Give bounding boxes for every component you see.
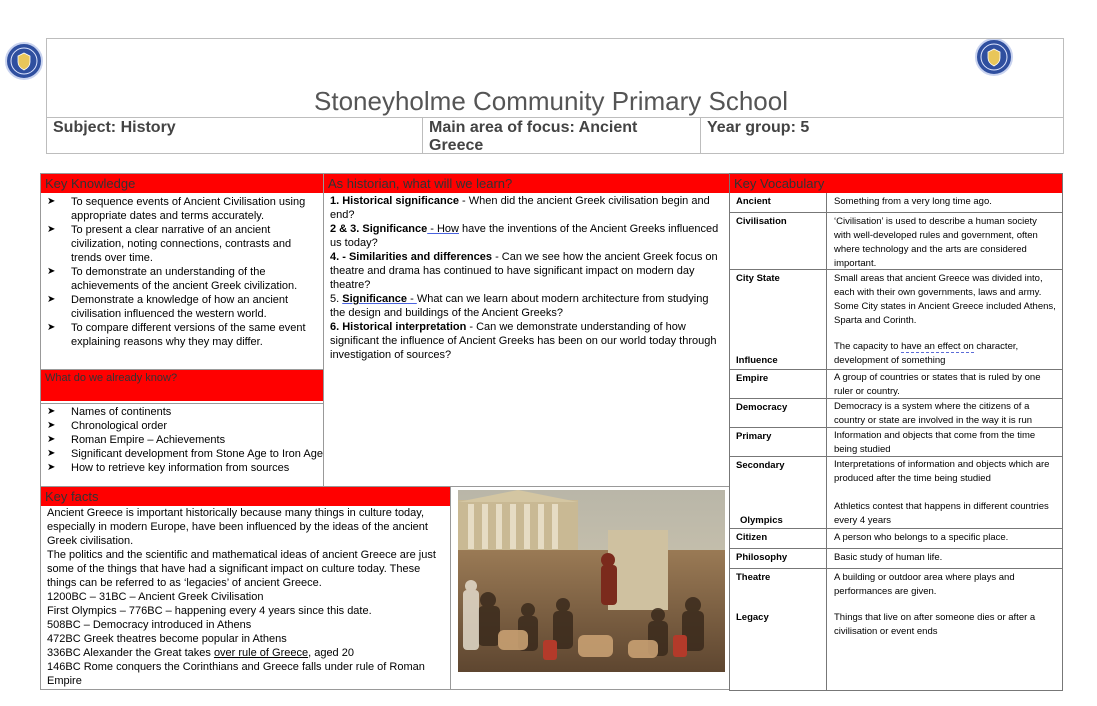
historian-questions	[324, 193, 729, 363]
vocab-row: Ancient Something from a very long time ago.	[730, 193, 1062, 213]
vocab-row: Citizen A person who belongs to a specific place.	[730, 529, 1062, 549]
fact-line: First Olympics – 776BC – happening every 4 years since this date.	[47, 605, 372, 617]
question-2-3: 2 & 3. Significance - How have the inventions of the Ancient Greeks influenced us today?	[330, 223, 719, 249]
vocab-row: Civilisation ‘Civilisation’ is used to describe a human society with well-developed rules and government, often where technology and the arts are considered important.	[730, 213, 1062, 270]
list-item: ➤ Chronological order	[41, 419, 323, 433]
list-item: ➤ Demonstrate a knowledge of how an ancient civilisation influenced the western world.	[41, 293, 323, 321]
already-know-box	[40, 369, 324, 487]
list-item: ➤ To present a clear narrative of an ancient civilization, noting connections, contrasts and trends over time.	[41, 223, 323, 265]
vocab-row: Theatre A building or outdoor area where plays and performances are given. Legacy Things that live on after someone dies or after a civilisation or event ends	[736, 572, 1036, 637]
question-6: 6. Historical interpretation - Can we demonstrate understanding of how significant the influence of Ancient Greeks has been on our world today through investigation of sources?	[330, 321, 717, 361]
key-facts-title: Key facts	[41, 487, 450, 506]
fact-line: 472BC Greek theatres become popular in Athens	[47, 633, 287, 645]
year-group-cell: Year group: 5	[700, 117, 1064, 154]
fact-line: 146BC Rome conquers the Corinthians and Greece falls under rule of Roman Empire	[47, 661, 425, 687]
key-knowledge-list	[41, 195, 323, 349]
key-facts-box	[40, 486, 451, 690]
vocab-row: Philosophy Basic study of human life.	[730, 549, 1062, 569]
list-item: ➤ To compare different versions of the same event explaining reasons why they may differ.	[41, 321, 323, 349]
fact-line: 508BC – Democracy introduced in Athens	[47, 619, 252, 631]
vocab-row: Primary Information and objects that come from the time being studied	[730, 428, 1062, 457]
vocab-title: Key Vocabulary	[730, 174, 1062, 193]
image-box	[450, 486, 730, 690]
vocab-row: Empire A group of countries or states that is ruled by one ruler or country.	[730, 370, 1062, 399]
subject-cell: Subject: History	[46, 117, 423, 154]
question-4: 4. - Similarities and differences - Can we see how the ancient Greek focus on theatre and drama has continued to have significant impact on modern day theatre?	[330, 251, 718, 291]
school-crest-icon	[9, 46, 39, 76]
list-item: ➤ To demonstrate an understanding of the achievements of the ancient Greek civilization.	[41, 265, 323, 293]
vocab-row: Democracy Democracy is a system where the citizens of a country or state are involved in the way it is run	[730, 399, 1062, 428]
historian-title: As historian, what will we learn?	[324, 174, 729, 193]
key-facts-para: The politics and the scientific and mathematical ideas of ancient Greece are just some of the things that have had a significant impact on culture today. These things can be referred to as ‘legacies’ of ancient Greece.	[47, 549, 436, 589]
key-facts-para: Ancient Greece is important historically because many things in culture today, especially in modern Europe, have been influenced by the ideas of the ancient Greek civilisation.	[47, 507, 428, 547]
list-item: ➤ How to retrieve key information from sources	[41, 461, 323, 475]
vocab-row: Secondary Interpretations of information and objects which are produced after the time being studied Olympics Athletics contest that happens in different countries every 4 years	[730, 457, 1062, 529]
list-item: ➤ Names of continents	[41, 405, 323, 419]
key-facts-text	[41, 506, 450, 688]
key-knowledge-title: Key Knowledge	[41, 174, 323, 193]
list-item: ➤ Significant development from Stone Age to Iron Age	[41, 447, 323, 461]
question-5: 5. Significance - What can we learn about modern architecture from studying the design and buildings of the Ancient Greeks?	[330, 293, 709, 319]
list-item: ➤ To sequence events of Ancient Civilisation using appropriate dates and terms accurately.	[41, 195, 323, 223]
historian-box	[323, 173, 730, 487]
focus-cell: Main area of focus: Ancient Greece	[422, 117, 701, 154]
school-name: Stoneyholme Community Primary School	[314, 86, 788, 116]
greek-painting-image	[458, 490, 725, 672]
vocab-box	[729, 173, 1063, 691]
already-know-list	[41, 403, 323, 475]
list-item: ➤ Roman Empire – Achievements	[41, 433, 323, 447]
already-know-title: What do we already know?	[41, 370, 323, 401]
fact-line: 1200BC – 31BC – Ancient Greek Civilisation	[47, 591, 264, 603]
fact-line: 336BC Alexander the Great takes over rule of Greece, aged 20	[47, 647, 354, 659]
question-1: 1. Historical significance - When did the ancient Greek civilisation begin and end?	[330, 195, 710, 221]
school-crest-left	[5, 42, 43, 80]
vocab-row: City State Small areas that ancient Greece was divided into, each with their own governments, laws and army. Some City states in Ancient Greece included Athens, Sparta and Corinth. Influence The capacity to have an effect on character, development of something	[730, 270, 1062, 370]
key-knowledge-box	[40, 173, 324, 370]
